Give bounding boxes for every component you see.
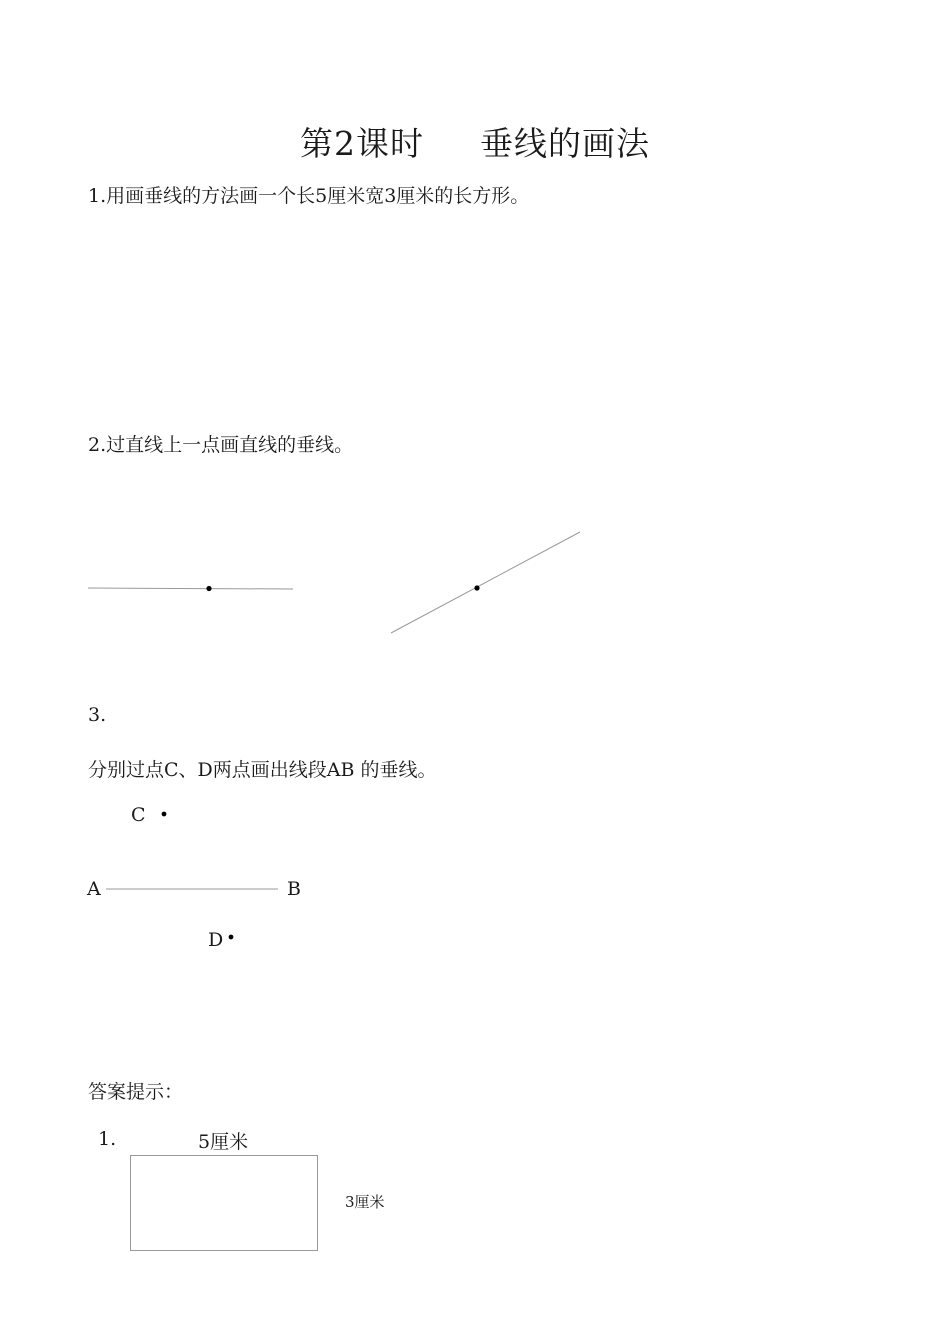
question-1-text: 1.用画垂线的方法画一个长5厘米宽3厘米的长方形。	[88, 185, 530, 207]
point-a-label: A	[87, 878, 101, 900]
rectangle-length-label: 5厘米	[198, 1131, 249, 1153]
question-3-number: 3.	[88, 704, 107, 726]
point-d-label: D	[208, 929, 224, 951]
horizontal-line	[88, 588, 293, 589]
answer-rectangle	[131, 1156, 318, 1251]
lesson-number: 第2课时	[300, 124, 424, 163]
point-d-dot	[229, 935, 234, 940]
point-on-horizontal-line	[206, 586, 211, 591]
answer-heading: 答案提示：	[88, 1081, 184, 1103]
answer-1-number: 1.	[98, 1128, 117, 1150]
point-c-label: C	[131, 804, 146, 826]
rectangle-width-label: 3厘米	[345, 1193, 385, 1211]
question-2-text: 2.过直线上一点画直线的垂线。	[88, 434, 354, 456]
point-on-slanted-line	[474, 585, 479, 590]
question-3-text: 分别过点C、D两点画出线段AB 的垂线。	[88, 759, 437, 781]
point-c-dot	[162, 812, 167, 817]
slanted-line	[391, 532, 580, 633]
lesson-topic: 垂线的画法	[480, 124, 650, 163]
point-b-label: B	[287, 878, 301, 900]
